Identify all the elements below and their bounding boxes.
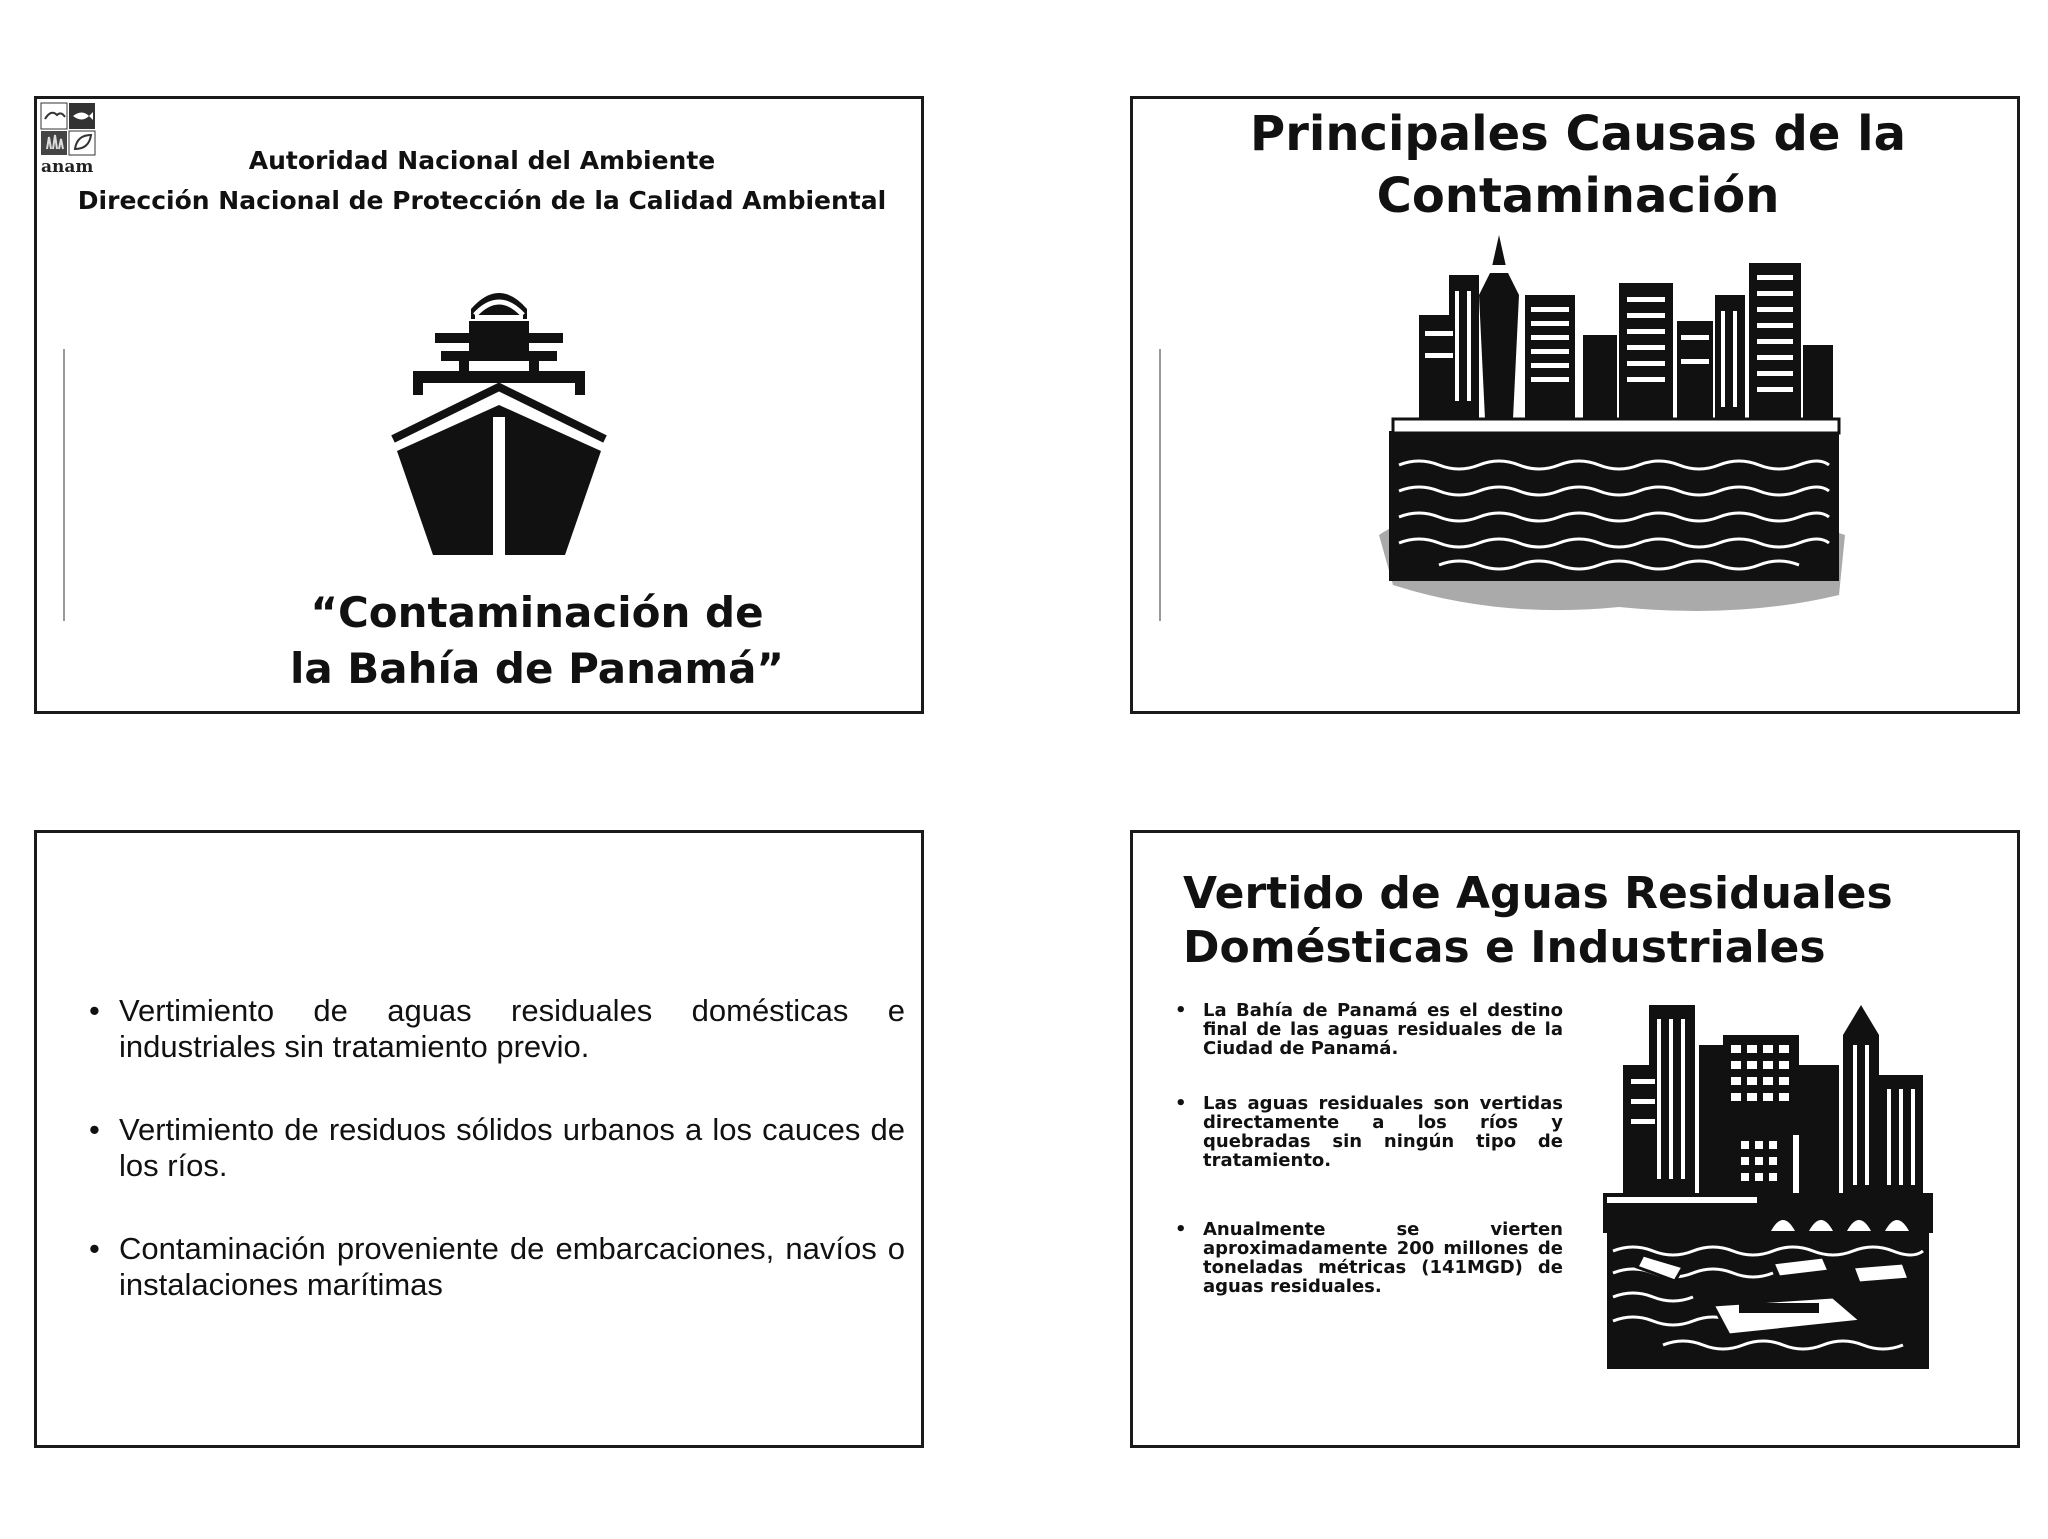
organization-name: Autoridad Nacional del Ambiente — [248, 146, 716, 175]
slide-heading — [1133, 103, 2023, 227]
bullet-icon: • — [89, 993, 100, 1028]
slide-causes-list — [34, 830, 924, 1448]
list-item — [1173, 1220, 1563, 1296]
bullet-icon: • — [1175, 1093, 1187, 1114]
harbor-city-illustration — [1603, 1005, 1933, 1379]
logo-text: anam — [41, 157, 94, 177]
title-line-1: “Contaminación de — [310, 588, 764, 637]
directorate-name: Dirección Nacional de Protección de la Calidad Ambiental — [77, 186, 887, 215]
heading-line-1: Principales Causas de la — [1250, 106, 1906, 162]
ship-icon — [389, 279, 609, 561]
bullet-icon: • — [89, 1231, 100, 1266]
facts-list — [1173, 1001, 1563, 1296]
slide-title — [34, 96, 924, 714]
bullet-icon: • — [1175, 1000, 1187, 1021]
list-item-text: La Bahía de Panamá es el destino final de las aguas residuales de la Ciudad de Panamá. — [1203, 1000, 1563, 1059]
heading-line-1: Vertido de Aguas Residuales — [1183, 868, 1893, 919]
list-item-text: Las aguas residuales son vertidas directamente a los ríos y quebradas sin ningún tipo de tratamiento. — [1203, 1093, 1563, 1171]
list-item-text: Anualmente se vierten aproximadamente 200 millones de toneladas métricas (141MGD) de aguas residuales. — [1203, 1219, 1563, 1297]
title-line-2: la Bahía de Panamá” — [289, 644, 785, 693]
heading-line-2: Domésticas e Industriales — [1183, 922, 1826, 973]
list-item — [89, 1231, 905, 1303]
list-item-text: Vertimiento de aguas residuales domésticas e industriales sin tratamiento previo. — [119, 993, 905, 1064]
list-item-text: Vertimiento de residuos sólidos urbanos a los cauces de los ríos. — [119, 1112, 905, 1183]
slide-heading — [1183, 867, 1983, 975]
list-item — [89, 1112, 905, 1184]
list-item-text: Contaminación proveniente de embarcaciones, navíos o instalaciones marítimas — [119, 1231, 905, 1302]
list-item — [1173, 1094, 1563, 1170]
list-item — [1173, 1001, 1563, 1058]
slide-causes — [1130, 96, 2020, 714]
bullet-icon: • — [1175, 1219, 1187, 1240]
list-item — [89, 993, 905, 1065]
bullet-icon: • — [89, 1112, 100, 1147]
divider-line — [63, 349, 65, 621]
causes-list — [89, 993, 905, 1350]
divider-line — [1159, 349, 1161, 621]
presentation-title — [217, 585, 857, 697]
slide-wastewater — [1130, 830, 2020, 1448]
heading-line-2: Contaminación — [1376, 168, 1780, 224]
city-skyline-illustration — [1379, 235, 1849, 619]
